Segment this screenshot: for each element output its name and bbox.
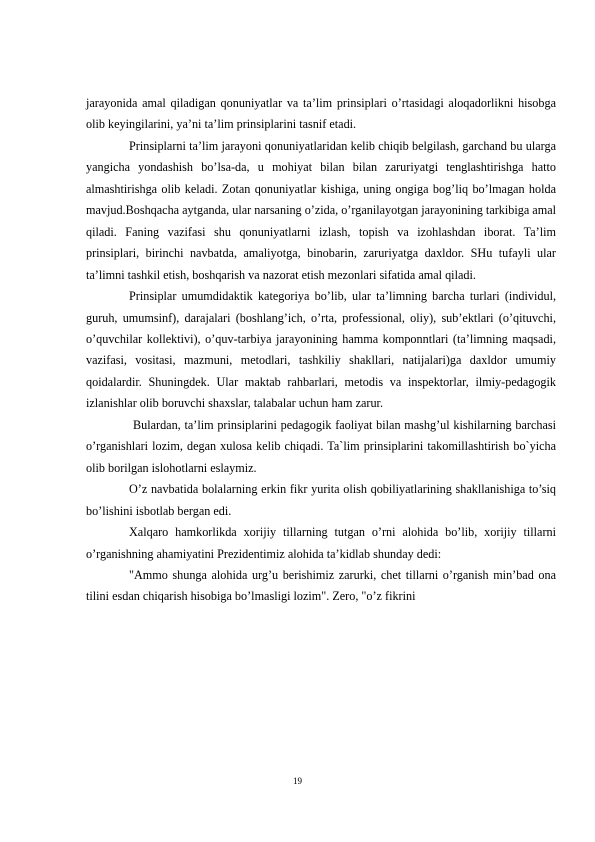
paragraph-conclusion: Bulardan, ta’lim prinsiplarini pedagogik faoliyat bilan mashg’ul kishilarning barchasi o’rganishlari lozim, degan xulosa kelib chiqadi. Ta`lim prinsiplarini takomillashtirish bo`yicha olib borilgan islohotlarni eslaymiz. (86, 417, 556, 475)
paragraph-continuation: jarayonida amal qiladigan qonuniyatlar va ta’lim prinsiplari o’rtasidagi aloqadorlikni hisobga olib keyingilarini, ya’ni ta’lim prinsiplarini tasnif etadi. (86, 96, 556, 132)
page-number: 19 (293, 776, 302, 786)
paragraph-general-didactic-category: Prinsiplar umumdidaktik kategoriya bo’lib, ular ta’limning barcha turlari (individul, guruh, umumsinf), darajalari (boshlang’ich, o’rta, professional, oliy), sub’ektlari (o’qituvchi, o’quvchilar kollektivi), o’quv-tarbiya jarayonining hamma komponntlari (ta’limning maqsadi, vazifasi, vositasi, mazmuni, metodlari, tashkiliy shakllari, natijalari)ga daxldor umumiy qoidalardir. Shuningdek. Ular maktab rahbarlari, metodis va inspektorlar, ilmiy-pedagogik izlanishlar olib boruvchi shaxslar, talabalar uchun ham zarur. (86, 289, 556, 411)
paragraph-free-thinking: O’z navbatida bolalarning erkin fikr yurita olish qobiliyatlarining shakllanishiga to’siq bo’lishini isbotlab bergan edi. (86, 482, 556, 518)
paragraph-quote: "Ammo shunga alohida urg’u berishimiz zarurki, chet tillarni o’rganish min’bad ona tilini esdan chiqarish hisobiga bo’lmasligi lozim". Zero, "o’z fikrini (86, 567, 556, 604)
body-text (86, 93, 556, 608)
paragraph-principles-from-laws: Prinsiplarni ta’lim jarayoni qonuniyatlaridan kelib chiqib belgilash, garchand bu ularga yangicha yondashish bo’lsa-da, u mohiyat bilan bilan zaruriyatgi tenglashtirishga hatto almashtirishga olib keladi. Zotan qonuniyatlar kishiga, uning ongiga bog’liq bo’lmagan holda mavjud.Boshqacha aytganda, ular narsaning o’zida, o’rganilayotgan jarayonining tarkibiga amal qiladi. Faning vazifasi shu qonuniyatlarni izlash, topish va izohlashdan iborat. Ta’lim prinsiplari, birinchi navbatda, amaliyotga, binobarin, zaruriyatga daxldor. SHu tufayli ular ta’limni tashkil etish, boshqarish va nazorat etish mezonlari sifatida amal qiladi. (86, 138, 556, 282)
paragraph-foreign-languages: Xalqaro hamkorlikda xorijiy tillarning tutgan o’rni alohida bo’lib, xorijiy tillarni o’rganishning ahamiyatini Prezidentimiz alohida ta’kidlab shunday dedi: (86, 525, 556, 561)
